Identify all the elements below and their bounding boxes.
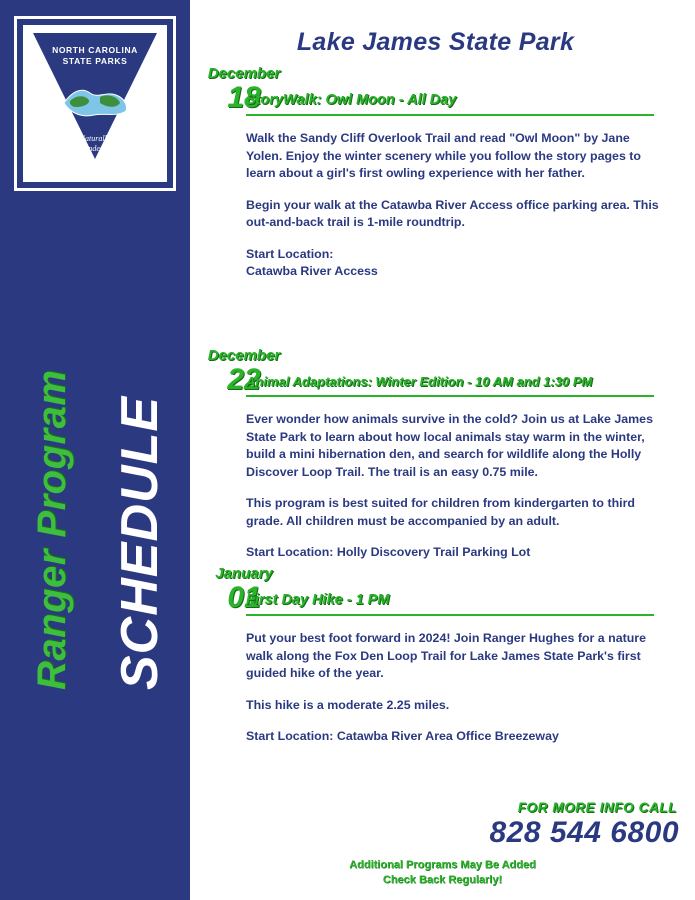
event-paragraph: Put your best foot forward in 2024! Join Ranger Hughes for a nature walk along the Fox Den Loop Trail for Lake James State Park's first guided hike of the year. (246, 631, 646, 680)
event-start-location-value: Catawba River Access (246, 264, 378, 278)
logo-line1: NORTH CAROLINA (52, 45, 138, 55)
event-divider (246, 114, 654, 116)
vertical-title-schedule: SCHEDULE (111, 395, 169, 690)
footer (190, 790, 695, 900)
event-day: 01 (227, 581, 261, 614)
event-paragraph: Ever wonder how animals survive in the cold? Join us at Lake James State Park to learn about how local animals stay warm in the winter, build a mini hibernation den, and search for wildlife along the Holly Discover Loop Trail. The trail is an easy 0.75 mile. (246, 412, 653, 479)
event-month: December (207, 65, 281, 82)
event-paragraph: This program is best suited for children from kindergarten to third grade. All children must be accompanied by an adult. (246, 496, 635, 528)
logo-text (23, 45, 167, 67)
phone-number: 828 544 6800 (489, 816, 679, 849)
footer-note-line1: Additional Programs May Be Added (349, 859, 536, 871)
event-paragraph: This hike is a moderate 2.25 miles. (246, 697, 450, 712)
park-logo (14, 16, 176, 191)
logo-script (23, 134, 167, 154)
vertical-title-ranger-program: Ranger Program (30, 369, 74, 690)
event-heading: Animal Adaptations: Winter Edition - 10 AM and 1:30 PM (246, 374, 593, 389)
event-heading: First Day Hike - 1 PM (246, 592, 390, 608)
main-content (190, 0, 695, 900)
event-paragraph: Walk the Sandy Cliff Overlook Trail and read "Owl Moon" by Jane Yolen. Enjoy the winter scenery while you follow the story pages to learn about a girl's first owling experience with her father. (246, 131, 641, 180)
lake-illustration-icon (60, 77, 130, 123)
call-label: FOR MORE INFO CALL (517, 800, 677, 815)
event-start-location: Start Location: Holly Discovery Trail Parking Lot (246, 545, 531, 559)
event-body (246, 592, 676, 746)
logo-script-line2: Wonderful (78, 144, 112, 153)
logo-inner (23, 25, 167, 182)
event-day: 22 (227, 363, 261, 396)
event-start-location: Start Location: Catawba River Area Office Breezeway (246, 729, 559, 743)
event-start-location-label: Start Location: (246, 246, 334, 261)
footer-note-line2: Check Back Regularly! (382, 874, 503, 886)
footer-note (190, 858, 695, 888)
sidebar (0, 0, 190, 900)
event-divider (246, 395, 654, 397)
event-day: 18 (227, 81, 261, 114)
event-body (246, 92, 676, 281)
event-heading: StoryWalk: Owl Moon - All Day (246, 92, 457, 108)
event-month: December (207, 347, 281, 364)
logo-script-line1: Naturally (79, 134, 111, 143)
logo-line2: STATE PARKS (62, 56, 128, 66)
page-title: Lake James State Park (296, 28, 575, 56)
vertical-titles (0, 210, 190, 900)
event-paragraph: Begin your walk at the Catawba River Access office parking area. This out-and-back trail is 1-mile roundtrip. (246, 197, 659, 229)
event-month: January (215, 565, 273, 582)
event-divider (246, 614, 654, 616)
event-body (246, 374, 676, 562)
